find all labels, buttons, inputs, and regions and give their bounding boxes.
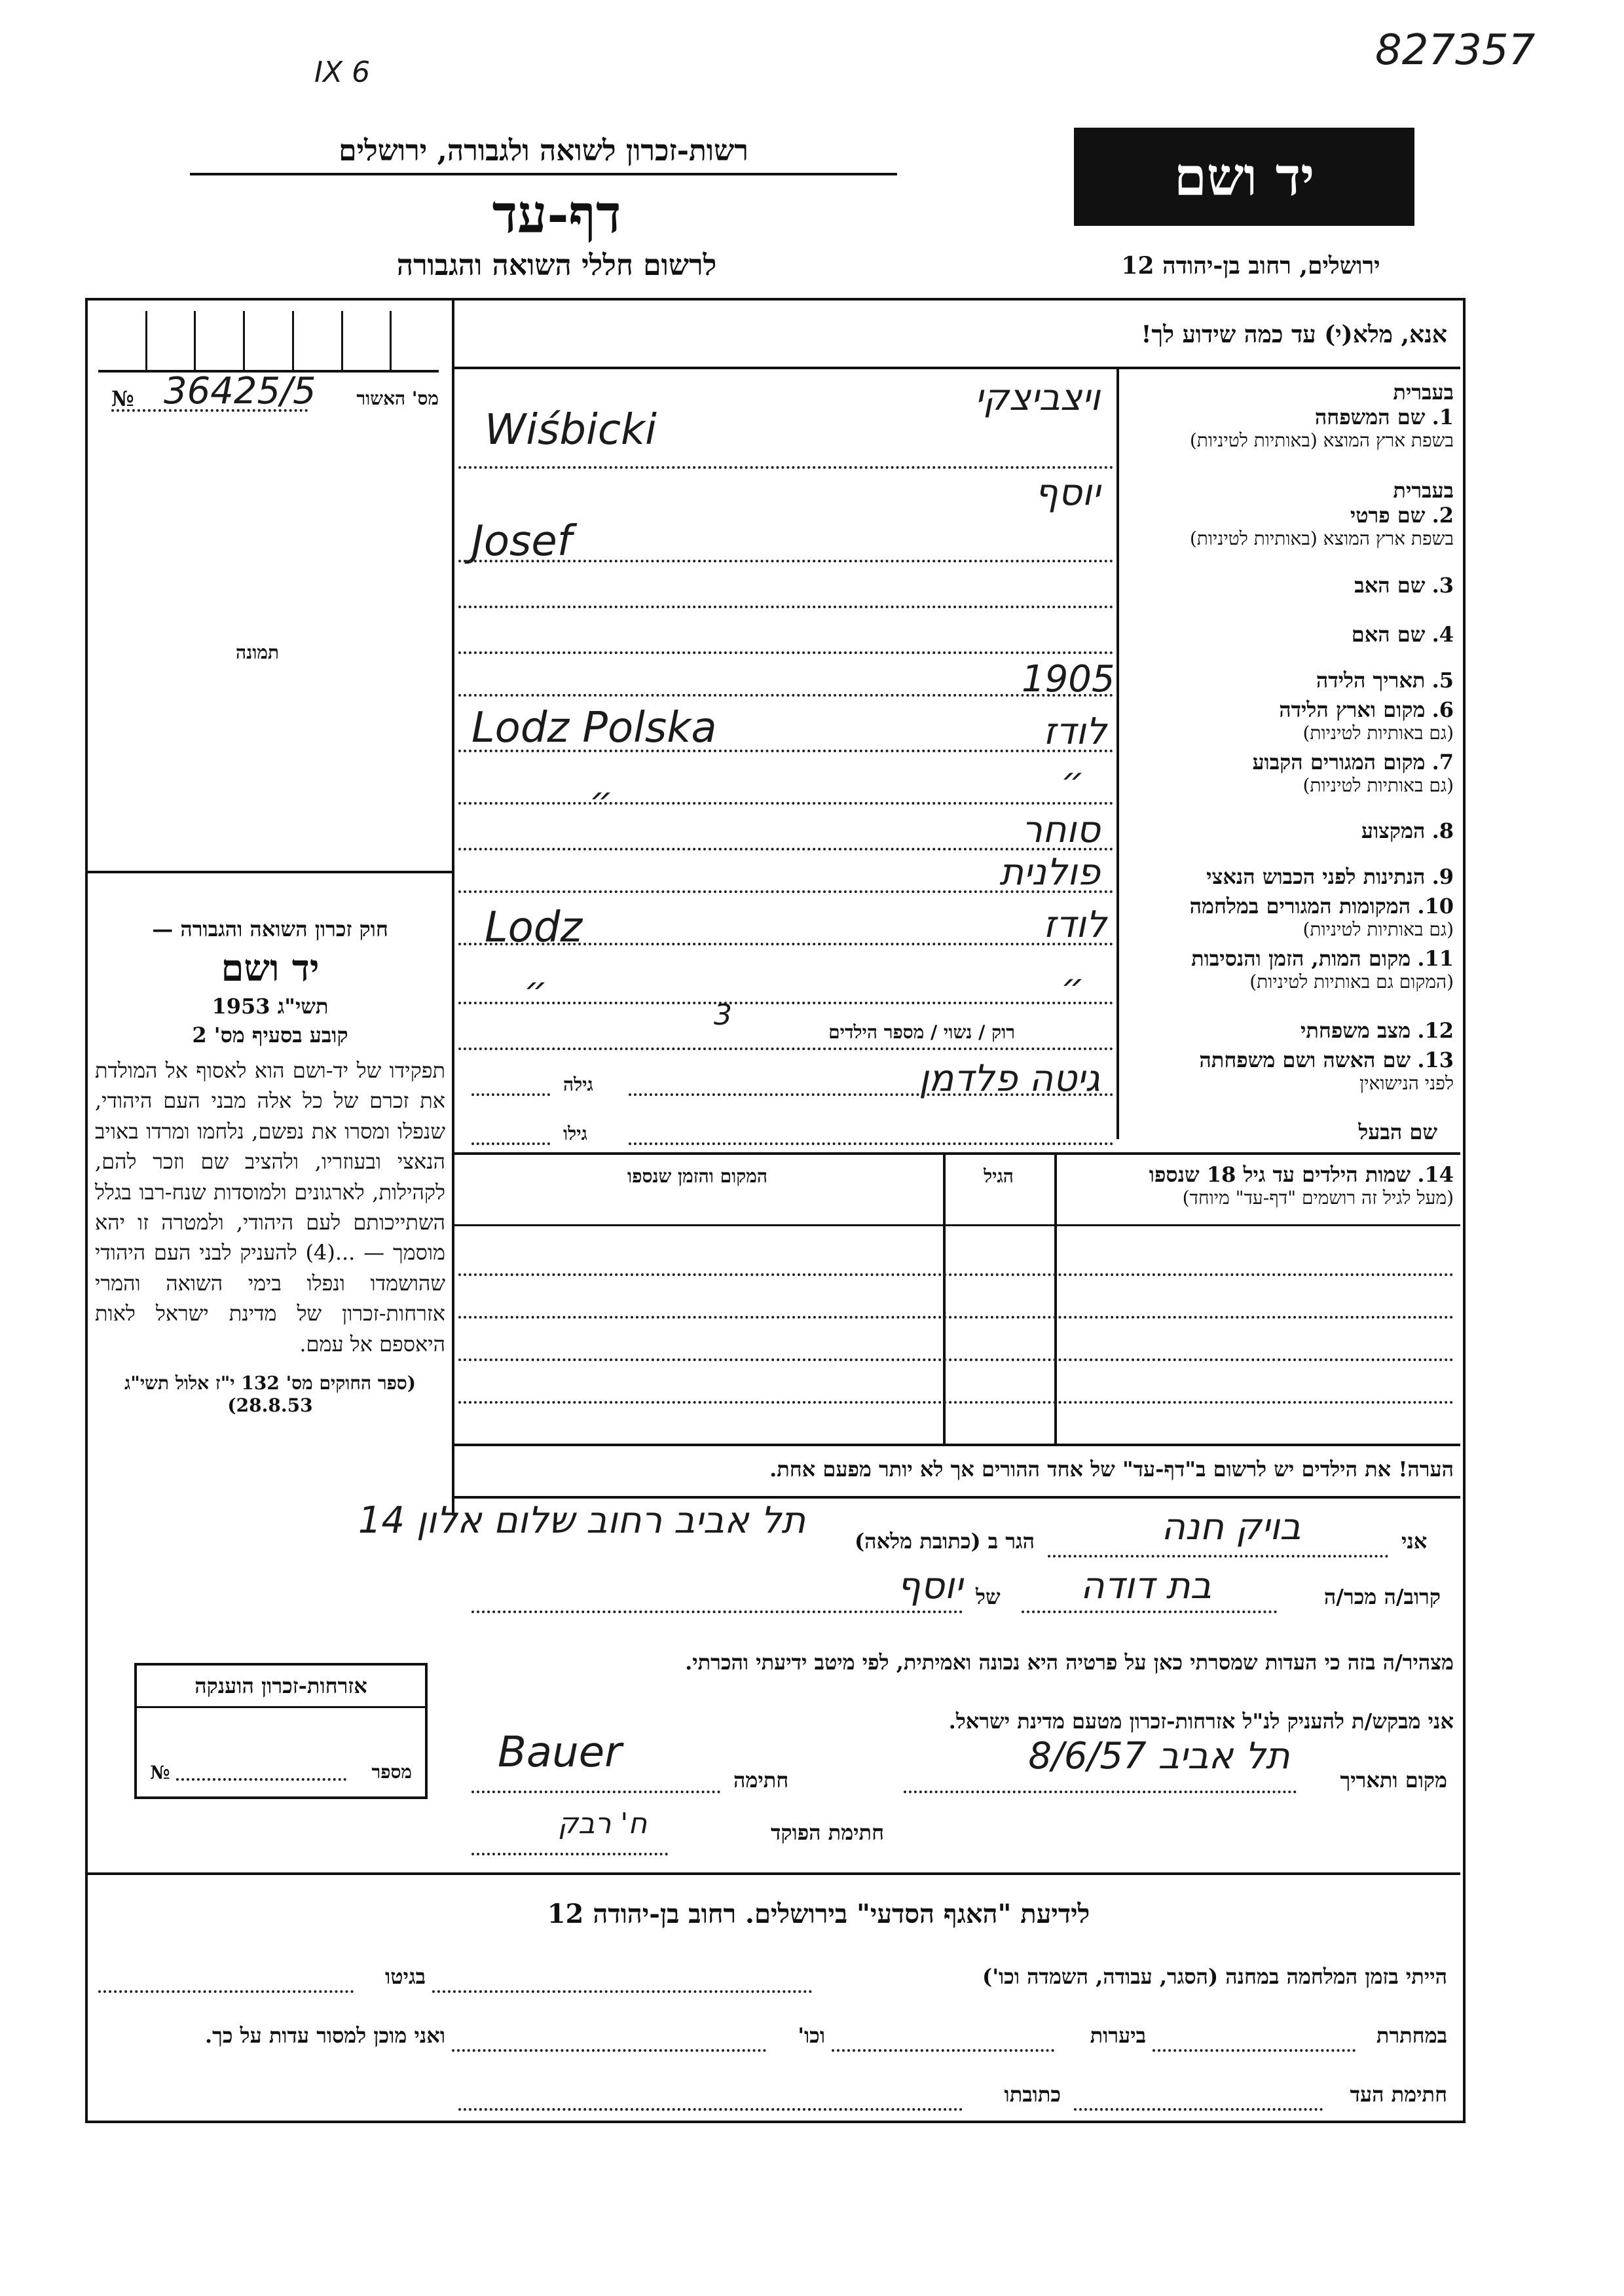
form-subtitle: לרשום חללי השואה והגבורה	[396, 249, 717, 282]
instructions: אנא, מלא(י) עד כמה שידוע לך!	[1141, 321, 1447, 348]
law-body: תפקידו של יד-ושם הוא לאסוף אל המולדת את זכרם של כל אלה מבני העם היהודי, שנפלו ומסרו את נפשם, נלחמו ומרדו באויב הנאצי ובעוזריו, ולהציב שם וזכר להם, לקהילות, לארגונים ולמוסדות שנח-רבו בגלל השתייכותם לעם היהודי, ולמטרה זו יהא מוסמך — ...(4) להעניק לבני העם היהודי שהושמדו ונפלו בימי השואה והמרי אזרחות-זכרון של מדינת ישראל לאות היאספם אל עמם.	[95, 1058, 446, 1357]
footer-line3-a: חתימת העד	[1350, 2082, 1447, 2107]
field-7-value-latin: ״	[589, 779, 614, 822]
children-col-place: המקום והזמן שנספו	[627, 1165, 767, 1187]
signature-label: חתימה	[733, 1768, 789, 1793]
field-6-value-latin: Lodz Polska	[471, 704, 717, 752]
footer-underground-fill	[1153, 2049, 1356, 2052]
field-5-label: תאריך הלידה	[1316, 668, 1426, 693]
field-2-num: 2.	[1431, 503, 1454, 528]
field-13-label: שם האשה ושם משפחתה	[1199, 1048, 1411, 1072]
field-11	[1123, 946, 1454, 993]
field-10-line	[458, 943, 1113, 945]
field-7-value-he: ״	[1061, 759, 1085, 802]
field-10-label: המקומות המגורים במלחמה	[1189, 894, 1411, 919]
field-5-num: 5.	[1431, 668, 1454, 693]
citizenship-number-mark: №	[150, 1762, 170, 1783]
field-3-num: 3.	[1431, 573, 1454, 598]
declaration-text: מצהיר/ה בזה כי העדות שמסרתי כאן על פרטיה היא נכונה ואמיתית, לפי מיטב ידיעתי והכרתי.	[685, 1650, 1454, 1675]
field-3	[1123, 573, 1454, 598]
children-col-divider-1	[1054, 1152, 1057, 1444]
field-1-value-latin: Wiśbicki	[485, 406, 657, 454]
field-11-label: מקום המות, הזמן והנסיבות	[1191, 946, 1411, 971]
field-1-line	[458, 466, 1113, 469]
field-8-value: סוחר	[1022, 809, 1100, 851]
footer-line2-a: במחתרת	[1376, 2023, 1447, 2048]
field-7-line	[458, 802, 1113, 805]
field-6-num: 6.	[1431, 697, 1454, 722]
relation-line	[1022, 1611, 1277, 1613]
field-3-label: שם האב	[1354, 573, 1426, 598]
label-column-divider	[1116, 367, 1119, 1139]
children-header-line	[454, 1224, 1460, 1226]
declarant-address: תל אביב רחוב שלום אלון 14	[358, 1499, 805, 1542]
field-11-sub: (המקום גם באותיות לטיניות)	[1249, 971, 1454, 993]
signature-value: Bauer	[498, 1728, 622, 1777]
field-6-label: מקום וארץ הלידה	[1279, 697, 1426, 722]
wife-age-line	[471, 1093, 550, 1096]
footer-address-fill	[458, 2108, 963, 2111]
field-8-num: 8.	[1431, 818, 1454, 843]
address-line: ירושלים, רחוב בן-יהודה 12	[1121, 252, 1380, 280]
field-7-num: 7.	[1431, 750, 1454, 774]
field-2-label: שם פרטי	[1350, 503, 1426, 528]
footer-line2-c: וכו'	[798, 2023, 825, 2048]
signature-line	[471, 1791, 720, 1793]
field-8-line	[458, 848, 1113, 850]
field-2-sub: בשפת ארץ המוצא (באותיות לטיניות)	[1189, 528, 1454, 549]
header-divider	[454, 367, 1460, 369]
children-row-2	[458, 1316, 1454, 1319]
place-date-line	[904, 1791, 1297, 1793]
field-13-num: 13.	[1417, 1048, 1454, 1072]
footer-title: לידיעת "האגף הסדעי" בירושלים. רחוב בן-יהודה 12	[547, 1899, 1090, 1929]
left-column-divider	[452, 298, 454, 1516]
field-7-label: מקום המגורים הקבוע	[1252, 750, 1426, 774]
law-block	[95, 917, 445, 1416]
footer-line2-d: ואני מוכן למסור עדות על כך.	[204, 2023, 445, 2048]
field-9-label: הנתינות לפני הכבוש הנאצי	[1206, 864, 1426, 889]
field-4	[1123, 622, 1454, 647]
footer-forest-fill	[832, 2049, 1054, 2052]
field-2	[1123, 478, 1454, 550]
field-13-value: גיטה פלדמן	[919, 1057, 1100, 1100]
field-4-label: שם האם	[1351, 622, 1426, 647]
place-date-label: מקום ותאריך	[1340, 1768, 1447, 1793]
footer-line1-a: הייתי בזמן המלחמה במחנה (הסגר, עבודה, השמדה וכו')	[982, 1964, 1447, 1989]
children-row-1	[458, 1273, 1454, 1276]
children-table-sub: (מעל לגיל זה רושמים "דף-עד" מיוחד)	[1182, 1187, 1454, 1209]
field-4-num: 4.	[1431, 622, 1454, 647]
husband-line	[629, 1142, 1113, 1145]
children-table-header	[1061, 1162, 1454, 1209]
field-13-sub: לפני הנישואין	[1359, 1072, 1454, 1094]
yad-vashem-logo: יד ושם	[1074, 128, 1414, 226]
footer-ghetto-fill	[98, 1990, 354, 1993]
officer-label: חתימת הפוקד	[771, 1820, 884, 1845]
footer-witness-fill	[1074, 2108, 1323, 2111]
photo-label: תמונה	[236, 642, 280, 663]
children-row-4	[458, 1401, 1454, 1404]
field-11-num: 11.	[1417, 946, 1454, 971]
children-table-title: שמות הילדים עד גיל 18 שנספו	[1149, 1162, 1411, 1187]
officer-line	[471, 1853, 668, 1855]
field-12	[1123, 1018, 1454, 1043]
field-2-lang: בעברית	[1393, 478, 1454, 503]
of-value: יוסף	[897, 1565, 963, 1607]
serial-number: 827357	[1375, 26, 1536, 75]
children-table-num: 14.	[1417, 1162, 1454, 1187]
declarant-ani: אני	[1401, 1529, 1428, 1554]
declarant-name-line	[1048, 1555, 1388, 1558]
wife-age-label: גילה	[563, 1074, 593, 1095]
footer-line2-b: ביערות	[1090, 2023, 1146, 2048]
husband-age-label: גילו	[563, 1123, 587, 1144]
field-10-value-he: לודז	[1043, 903, 1107, 946]
place-date-value: תל אביב 8/6/57	[1028, 1735, 1290, 1777]
children-table-bottom	[454, 1444, 1460, 1446]
field-4-line	[458, 651, 1113, 654]
footer-line3-b: כתובתו	[1004, 2082, 1061, 2107]
children-note: הערה! את הילדים יש לרשום ב"דף-עד" של אחד ההורים אך לא יותר מפעם אחת.	[769, 1457, 1454, 1482]
marital-options: רוק / נשוי / מספר הילדים	[828, 1021, 1015, 1043]
declarant-lives-label: הגר ב (כתובת מלאה)	[855, 1529, 1035, 1554]
law-title: חוק זכרון השואה והגבורה —	[152, 917, 388, 941]
field-12-num: 12.	[1417, 1018, 1454, 1043]
children-row-3	[458, 1358, 1454, 1361]
citizenship-number-line	[176, 1778, 346, 1781]
field-5-line	[458, 694, 1113, 697]
field-1-num: 1.	[1431, 405, 1454, 429]
children-col-divider-2	[943, 1152, 946, 1444]
footer-etc-fill	[452, 2049, 766, 2052]
declarant-name: בויק חנה	[1161, 1506, 1301, 1548]
registration-boxes	[98, 311, 439, 373]
request-text: אני מבקש/ת להעניק לנ"ל אזרחות-זכרון מטעם מדינת ישראל.	[948, 1709, 1454, 1734]
field-9-value: פולנית	[999, 851, 1100, 894]
children-col-age: הגיל	[984, 1165, 1014, 1187]
field-12-line	[458, 1048, 1113, 1050]
citizenship-number-label: מספר	[371, 1761, 412, 1783]
registration-line	[111, 409, 308, 412]
field-1-label: שם המשפחה	[1314, 405, 1426, 429]
citizenship-title: אזרחות-זכרון הוענקה	[137, 1666, 425, 1708]
registration-label: מס' האשור	[356, 388, 439, 409]
husband-label: שם הבעל	[1358, 1120, 1437, 1144]
field-6-line	[458, 750, 1113, 752]
registration-mark: №	[111, 386, 134, 411]
law-name: יד ושם	[221, 947, 320, 990]
field-10-num: 10.	[1417, 894, 1454, 919]
field-10-sub: (גם באותיות לטיניות)	[1302, 919, 1454, 940]
relation-value: בת דודה	[1080, 1565, 1211, 1607]
relative-label: קרוב/ה מכר/ה	[1323, 1584, 1441, 1609]
children-count: 3	[714, 998, 732, 1032]
field-6	[1123, 697, 1454, 744]
field-5-value: 1905	[1022, 658, 1115, 701]
field-8-label: המקצוע	[1361, 818, 1426, 843]
note-bottom	[454, 1496, 1460, 1499]
field-1-value-he: ויצביצקי	[974, 376, 1100, 419]
footer-line1-b: בגיטו	[385, 1964, 426, 1989]
law-year: תשי"ג 1953	[212, 994, 329, 1019]
field-13-line	[629, 1093, 1113, 1096]
form-title: דף-עד	[492, 183, 621, 245]
field-6-sub: (גם באותיות לטיניות)	[1302, 722, 1454, 744]
field-9-line	[458, 890, 1113, 893]
field-10	[1123, 894, 1454, 941]
field-7	[1123, 750, 1454, 797]
of-line	[471, 1611, 963, 1613]
field-6-value-he: לודז	[1043, 710, 1107, 753]
footer-divider	[88, 1872, 1460, 1875]
field-1-sub: בשפת ארץ המוצא (באותיות לטיניות)	[1189, 429, 1454, 451]
authority-line: רשות-זכרון לשואה ולגבורה, ירושלים	[190, 134, 897, 175]
field-7-sub: (גם באותיות לטיניות)	[1302, 774, 1454, 796]
field-11-value-he: ״	[1061, 966, 1085, 1008]
field-10-value-latin: Lodz	[485, 903, 583, 952]
field-12-label: מצב משפחתי	[1300, 1018, 1411, 1043]
field-1	[1123, 380, 1454, 452]
field-5	[1123, 668, 1454, 693]
field-2-value-he: יוסף	[1035, 471, 1100, 514]
field-2-line	[458, 560, 1113, 562]
field-11-value-latin: ״	[524, 969, 548, 1011]
top-note: IX 6	[314, 56, 371, 89]
field-13	[1123, 1048, 1454, 1095]
field-1-lang: בעברית	[1393, 380, 1454, 405]
husband-age-line	[471, 1142, 550, 1145]
law-source: (ספר החוקים מס' 132 י"ז אלול תשי"ג 28.8.53)	[124, 1372, 416, 1416]
field-9	[1123, 864, 1454, 889]
field-8	[1123, 818, 1454, 843]
field-9-num: 9.	[1431, 864, 1454, 889]
citizenship-box	[134, 1663, 428, 1799]
law-divider	[88, 871, 452, 873]
field-11-line	[458, 1002, 1113, 1004]
field-3-line	[458, 606, 1113, 608]
officer-value: ח' רבק	[557, 1807, 648, 1840]
footer-line1-fill	[432, 1990, 812, 1993]
children-table-top	[454, 1152, 1460, 1155]
registration-number: 36425/5	[164, 370, 316, 412]
law-section: קובע בסעיף מס' 2	[192, 1023, 348, 1048]
of-label: של	[976, 1584, 1001, 1609]
field-2-value-latin: Josef	[471, 517, 572, 566]
